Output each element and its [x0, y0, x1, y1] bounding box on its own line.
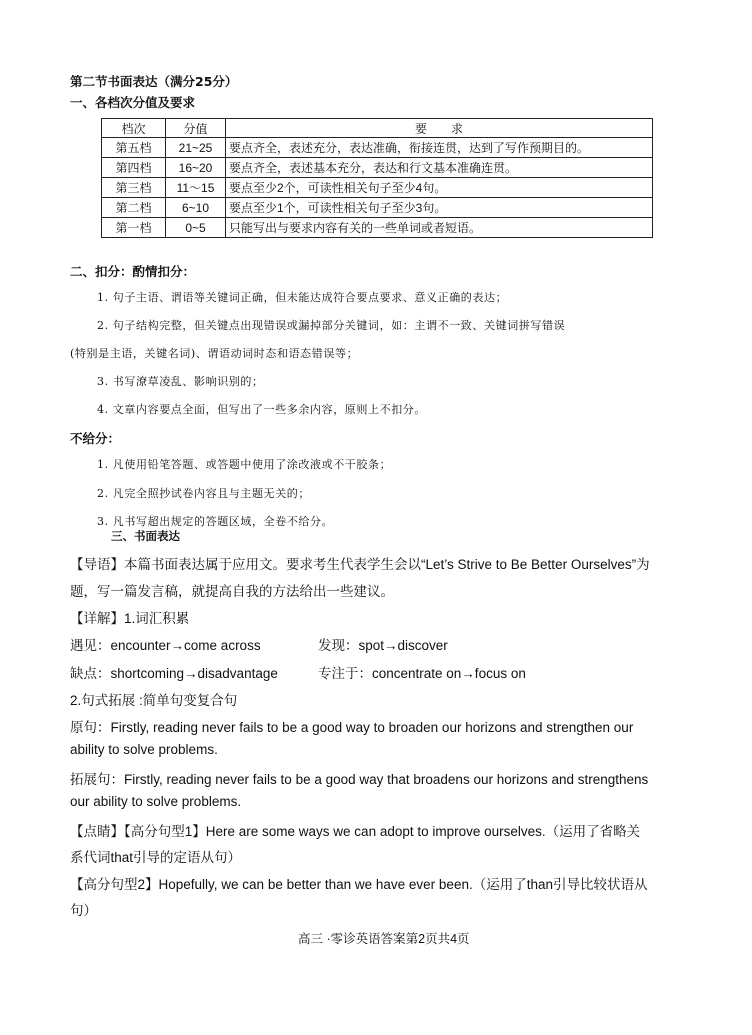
nogive-item-3: 3. 凡书写超出规定的答题区域，全卷不给分。	[97, 515, 334, 528]
table-cell: 0~5	[166, 218, 226, 238]
nogive-title: 不给分：	[70, 431, 121, 446]
table-cell: 第一档	[102, 218, 166, 238]
table-cell: 16~20	[166, 158, 226, 178]
deduct-item-1: 1. 句子主语、谓语等关键词正确，但未能达成符合要点要求、意义正确的表达；	[97, 291, 508, 304]
part1-title: 一、各档次分值及要求	[70, 95, 196, 110]
table-header: 档次	[102, 119, 166, 138]
table-cell: 第二档	[102, 198, 166, 218]
original-line-2: ability to solve problems.	[70, 742, 218, 757]
table-cell: 第三档	[102, 178, 166, 198]
grading-table	[101, 118, 653, 238]
vocab-shortcoming: 缺点：shortcoming→disadvantage	[70, 666, 278, 681]
table-cell: 只能写出与要求内容有关的一些单词或者短语。	[226, 218, 653, 238]
table-row	[102, 138, 653, 158]
original-line-1: 原句：Firstly, reading never fails to be a good way to broaden our horizons and strengthen our	[70, 720, 634, 735]
table-cell: 要点至少2个，可读性相关句子至少4句。	[226, 178, 653, 198]
highlight-line-2: 系代词that引导的定语从句）	[70, 850, 242, 865]
guide-line-1: 【导语】本篇书面表达属于应用文。要求考生代表学生会以“Let’s Strive to Be Better Ourselves”为	[70, 557, 650, 572]
section-title: 第二节书面表达（满分25分）	[70, 74, 238, 89]
table-row	[102, 158, 653, 178]
detail-title: 【详解】1.词汇积累	[70, 611, 190, 626]
deduct-item-3: 3. 书写潦草凌乱、影响识别的；	[97, 375, 264, 388]
vocab-concentrate: 专注于：concentrate on→focus on	[318, 666, 526, 681]
table-header: 要 求	[226, 119, 653, 138]
table-cell: 11～15	[166, 178, 226, 198]
table-row	[102, 218, 653, 238]
table-cell: 21~25	[166, 138, 226, 158]
table-row	[102, 178, 653, 198]
table-cell: 第四档	[102, 158, 166, 178]
nogive-item-2: 2. 凡完全照抄试卷内容且与主题无关的；	[97, 487, 310, 500]
guide-line-2: 题，写一篇发言稿，就提高自我的方法给出一些建议。	[70, 584, 394, 599]
highlight-line-3: 【高分句型2】Hopefully, we can be better than we have ever been.（运用了than引导比较状语从	[70, 877, 648, 892]
vocab-spot: 发现：spot→discover	[318, 638, 448, 653]
part3-title: 三、书面表达	[111, 529, 180, 543]
vocab-encounter: 遇见：encounter→come across	[70, 638, 261, 653]
deduct-item-4: 4. 文章内容要点全面，但写出了一些多余内容，原则上不扣分。	[97, 403, 426, 416]
table-header-row	[102, 119, 653, 138]
table-cell: 第五档	[102, 138, 166, 158]
table-header: 分值	[166, 119, 226, 138]
table-cell: 要点齐全，表述基本充分，表达和行文基本准确连贯。	[226, 158, 653, 178]
table-cell: 要点至少1个，可读性相关句子至少3句。	[226, 198, 653, 218]
nogive-item-1: 1. 凡使用铅笔答题、或答题中使用了涂改液或不干胶条；	[97, 458, 392, 471]
expanded-line-2: our ability to solve problems.	[70, 794, 242, 809]
highlight-line-4: 句）	[70, 903, 97, 918]
highlight-line-1: 【点睛】【高分句型1】Here are some ways we can adopt to improve ourselves.（运用了省略关	[70, 824, 641, 839]
table-cell: 要点齐全，表述充分，表达准确，衔接连贯，达到了写作预期目的。	[226, 138, 653, 158]
table-cell: 6~10	[166, 198, 226, 218]
part2-title: 二、扣分：酌情扣分：	[70, 264, 196, 279]
table-row	[102, 198, 653, 218]
deduct-item-2: 2. 句子结构完整，但关键点出现错误或漏掉部分关键词，如：主谓不一致、关键词拼写错误	[97, 319, 566, 332]
page-footer: 高三 ·零诊英语答案第2页共4页	[298, 932, 470, 946]
deduct-item-2-cont: (特别是主语，关键名词)、谓语动词时态和语态错误等；	[70, 347, 359, 360]
expanded-line-1: 拓展句：Firstly, reading never fails to be a good way that broadens our horizons and strengthens	[70, 772, 649, 787]
sentence-title: 2.句式拓展 :简单句变复合句	[70, 693, 238, 708]
